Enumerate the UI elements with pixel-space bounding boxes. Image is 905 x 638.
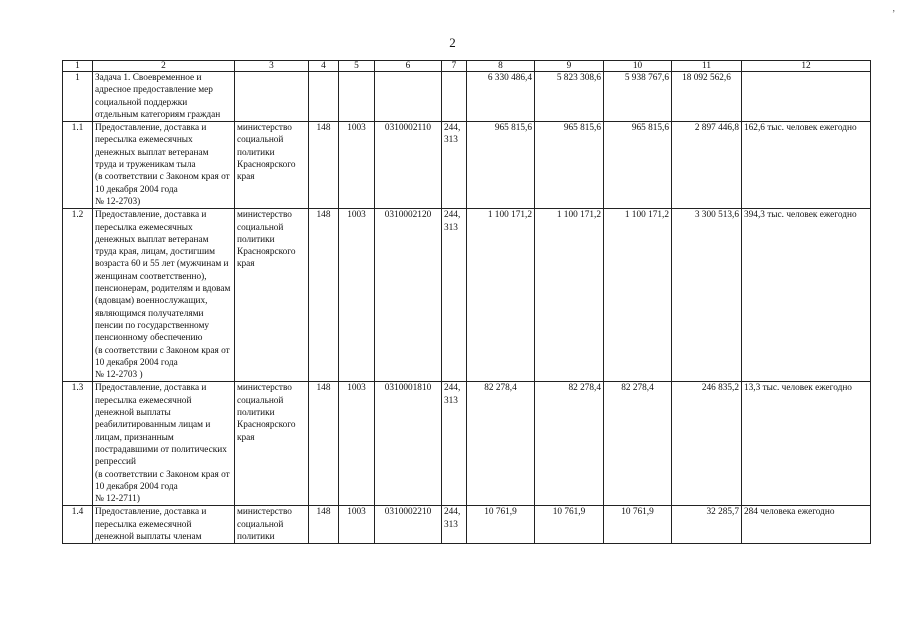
row-number: 1.2 [63, 209, 93, 382]
grbs-code: 148 [309, 209, 339, 382]
table-header-row [63, 61, 871, 72]
amount-col-10: 5 938 767,6 [604, 72, 672, 122]
column-header: 8 [467, 61, 535, 72]
measure-name: Предоставление, доставка и пересылка ежемесячной денежной выплаты членам [93, 506, 235, 544]
measure-name: Предоставление, доставка и пересылка ежемесячной денежной выплаты реабилитированным лицам и лицам, признанным пострадавшими от политических репрессий (в соответствии с Законом края от 10 декабря 2004 года № 12-2711) [93, 382, 235, 506]
grbs-code: 148 [309, 122, 339, 209]
expense-type-code: 244, 313 [442, 506, 467, 544]
column-header: 1 [63, 61, 93, 72]
row-number: 1 [63, 72, 93, 122]
expected-result: 13,3 тыс. человек ежегодно [742, 382, 871, 506]
column-header: 9 [535, 61, 604, 72]
column-header: 3 [235, 61, 309, 72]
grbs-code [309, 72, 339, 122]
amount-col-9: 5 823 308,6 [535, 72, 604, 122]
amount-col-9: 1 100 171,2 [535, 209, 604, 382]
section-code: 1003 [339, 506, 375, 544]
grbs-code: 148 [309, 506, 339, 544]
executor: министерство социальной политики Красноярского края [235, 382, 309, 506]
executor: министерство социальной политики Красноярского края [235, 209, 309, 382]
program-table [62, 60, 871, 544]
target-article-code: 0310002210 [375, 506, 442, 544]
amount-col-10: 1 100 171,2 [604, 209, 672, 382]
amount-col-8: 1 100 171,2 [467, 209, 535, 382]
amount-total: 3 300 513,6 [672, 209, 742, 382]
table-row [63, 122, 871, 209]
target-article-code [375, 72, 442, 122]
executor: министерство социальной политики Красноярского края [235, 122, 309, 209]
amount-col-8: 82 278,4 [467, 382, 535, 506]
column-header: 6 [375, 61, 442, 72]
page-number: 2 [449, 35, 456, 50]
amount-col-8: 10 761,9 [467, 506, 535, 544]
target-article-code: 0310002110 [375, 122, 442, 209]
table-row [63, 382, 871, 506]
executor [235, 72, 309, 122]
section-code: 1003 [339, 382, 375, 506]
amount-total: 32 285,7 [672, 506, 742, 544]
table-row [63, 72, 871, 122]
row-number: 1.3 [63, 382, 93, 506]
section-code: 1003 [339, 122, 375, 209]
amount-col-8: 6 330 486,4 [467, 72, 535, 122]
table-row [63, 209, 871, 382]
expected-result [742, 72, 871, 122]
column-header: 7 [442, 61, 467, 72]
grbs-code: 148 [309, 382, 339, 506]
amount-col-10: 82 278,4 [604, 382, 672, 506]
amount-col-8: 965 815,6 [467, 122, 535, 209]
amount-col-10: 10 761,9 [604, 506, 672, 544]
executor: министерство социальной политики [235, 506, 309, 544]
expense-type-code: 244, 313 [442, 209, 467, 382]
amount-total: 2 897 446,8 [672, 122, 742, 209]
expense-type-code: 244, 313 [442, 122, 467, 209]
amount-total: 246 835,2 [672, 382, 742, 506]
amount-col-10: 965 815,6 [604, 122, 672, 209]
measure-name: Задача 1. Своевременное и адресное предоставление мер социальной поддержки отдельным категориям граждан [93, 72, 235, 122]
section-code [339, 72, 375, 122]
row-number: 1.4 [63, 506, 93, 544]
measure-name: Предоставление, доставка и пересылка ежемесячных денежных выплат ветеранам труда и труженикам тыла (в соответствии с Законом края от 10 декабря 2004 года № 12-2703) [93, 122, 235, 209]
section-code: 1003 [339, 209, 375, 382]
expected-result: 162,6 тыс. человек ежегодно [742, 122, 871, 209]
column-header: 2 [93, 61, 235, 72]
target-article-code: 0310001810 [375, 382, 442, 506]
expected-result: 284 человека ежегодно [742, 506, 871, 544]
expected-result: 394,3 тыс. человек ежегодно [742, 209, 871, 382]
column-header: 11 [672, 61, 742, 72]
expense-type-code [442, 72, 467, 122]
expense-type-code: 244, 313 [442, 382, 467, 506]
column-header: 4 [309, 61, 339, 72]
target-article-code: 0310002120 [375, 209, 442, 382]
column-header: 5 [339, 61, 375, 72]
corner-mark: , [892, 3, 895, 14]
table-row [63, 506, 871, 544]
row-number: 1.1 [63, 122, 93, 209]
amount-col-9: 965 815,6 [535, 122, 604, 209]
measure-name: Предоставление, доставка и пересылка ежемесячных денежных выплат ветеранам труда края, лицам, достигшим возраста 60 и 55 лет (мужчинам и женщинам соответственно), пенсионерам, родителям и вдовам (вдовцам) военнослужащих, являющимся получателями пенсии по государственному пенсионному обеспечению (в соответствии с Законом края от 10 декабря 2004 года № 12-2703 ) [93, 209, 235, 382]
amount-total: 18 092 562,6 [672, 72, 742, 122]
amount-col-9: 82 278,4 [535, 382, 604, 506]
column-header: 12 [742, 61, 871, 72]
column-header: 10 [604, 61, 672, 72]
amount-col-9: 10 761,9 [535, 506, 604, 544]
